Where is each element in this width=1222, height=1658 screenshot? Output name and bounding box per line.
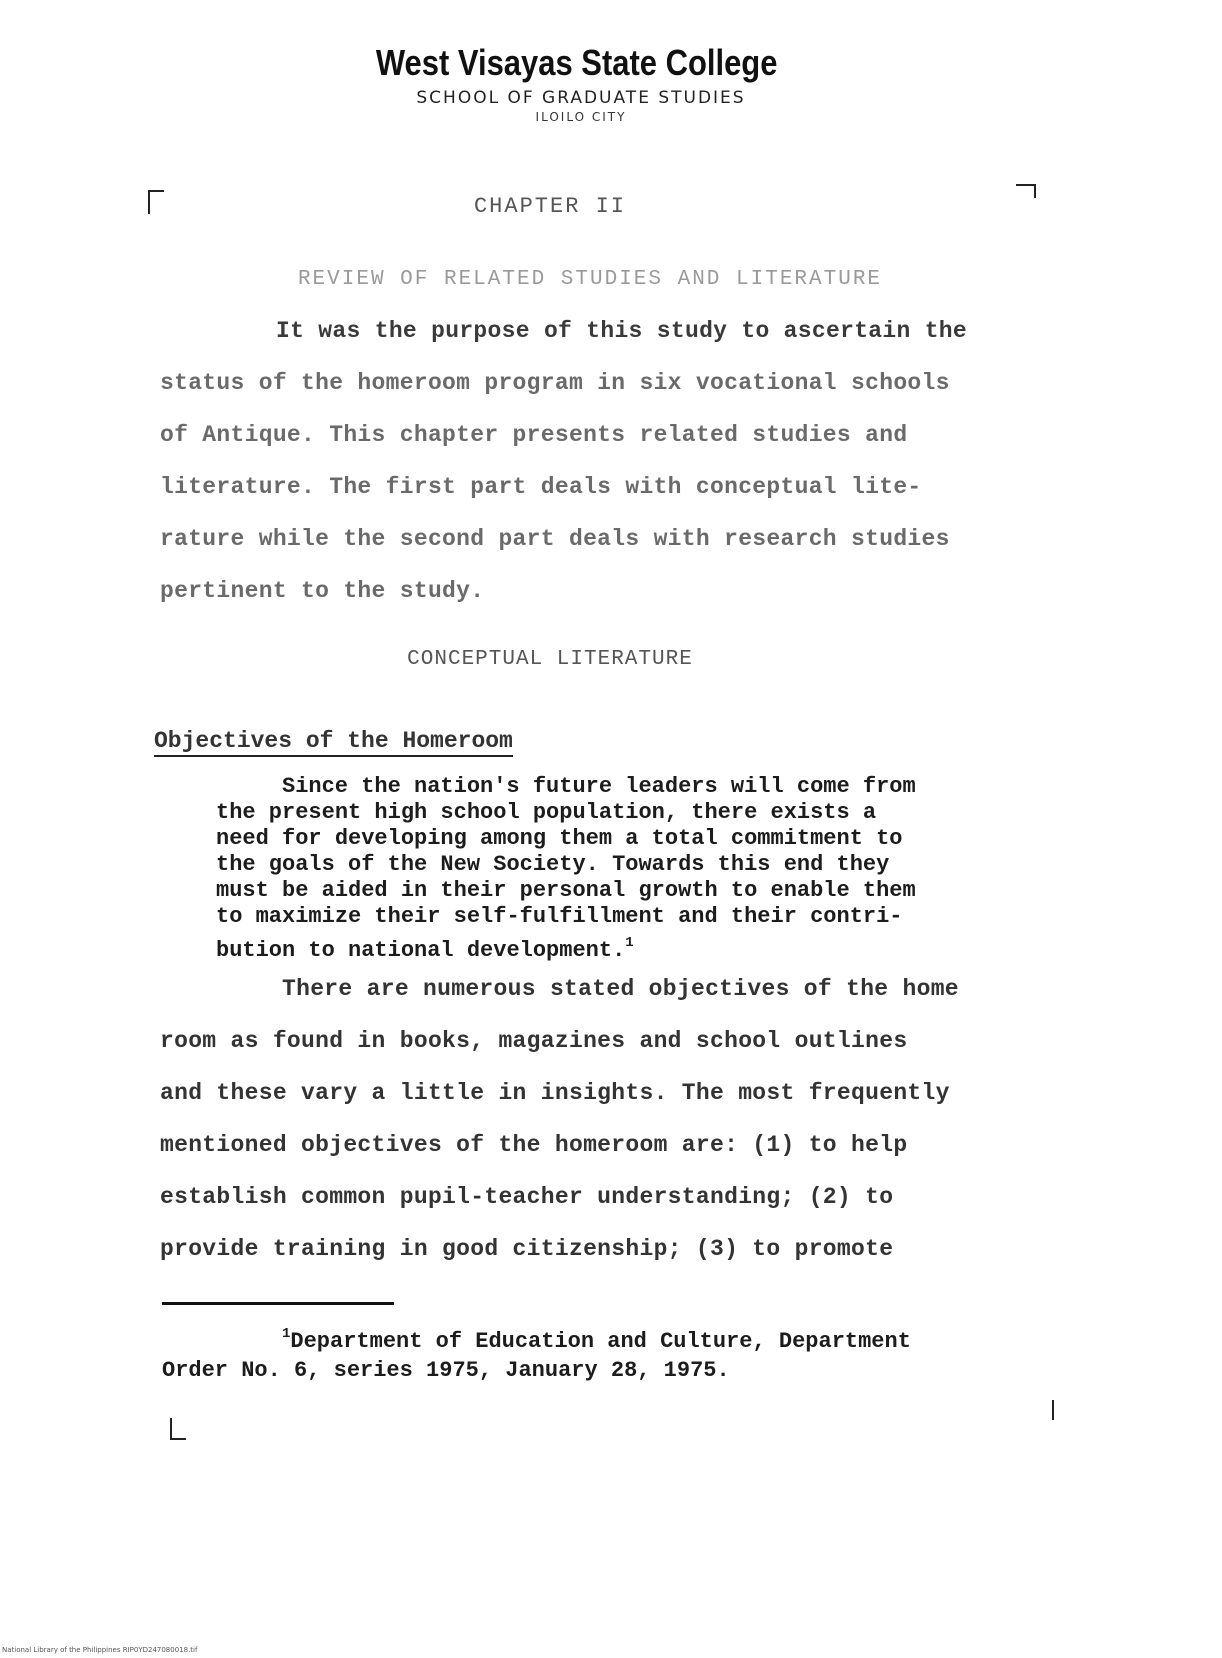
intro-line: pertinent to the study. xyxy=(160,578,485,604)
body-line: There are numerous stated objectives of the home xyxy=(282,976,959,1002)
body-line: provide training in good citizenship; (3) to promote xyxy=(160,1236,894,1262)
scan-footer: National Library of the Philippines RIP0YD247080018.tif xyxy=(2,1646,198,1654)
body-line: and these vary a little in insights. The most frequently xyxy=(160,1080,950,1106)
footnote-text: Department of Education and Culture, Department xyxy=(290,1329,911,1354)
chapter-heading: CHAPTER II xyxy=(473,194,627,219)
footnote-mark: 1 xyxy=(282,1326,291,1342)
footnote-line xyxy=(282,1326,1182,1354)
section-title: REVIEW OF RELATED STUDIES AND LITERATURE xyxy=(297,268,883,291)
conceptual-literature-heading: CONCEPTUAL LITERATURE xyxy=(407,648,693,671)
quote-line-last xyxy=(216,930,1056,964)
body-line: establish common pupil-teacher understanding; (2) to xyxy=(160,1184,894,1210)
college-name: West Visayas State College xyxy=(375,42,778,83)
footnote-line: Order No. 6, series 1975, January 28, 1975. xyxy=(162,1358,730,1383)
quote-line-text: bution to national development. xyxy=(216,938,626,963)
quote-line: the goals of the New Society. Towards this end they xyxy=(216,852,890,877)
footnote-divider xyxy=(162,1302,394,1305)
quote-line: the present high school population, there exists a xyxy=(216,800,877,825)
quote-line: need for developing among them a total commitment to xyxy=(216,826,903,851)
body-line: room as found in books, magazines and school outlines xyxy=(160,1028,908,1054)
school-name: SCHOOL OF GRADUATE STUDIES xyxy=(416,88,746,108)
quote-line: to maximize their self-fulfillment and their contri- xyxy=(216,904,903,929)
quote-line: Since the nation's future leaders will come from xyxy=(282,774,916,799)
intro-line: rature while the second part deals with research studies xyxy=(160,526,950,552)
intro-line: It was the purpose of this study to ascertain the xyxy=(276,318,968,344)
intro-line: of Antique. This chapter presents related studies and xyxy=(160,422,908,448)
crop-mark-bottom-left xyxy=(170,1418,186,1440)
intro-line: status of the homeroom program in six vocational schools xyxy=(160,370,950,396)
city-name: ILOILO CITY xyxy=(535,110,627,124)
intro-line: literature. The first part deals with conceptual lite- xyxy=(160,474,922,500)
crop-mark-bottom-right xyxy=(1052,1400,1054,1420)
footnote-reference: 1 xyxy=(625,935,634,951)
quote-line: must be aided in their personal growth to enable them xyxy=(216,878,916,903)
body-line: mentioned objectives of the homeroom are: (1) to help xyxy=(160,1132,908,1158)
objectives-subheading: Objectives of the Homeroom xyxy=(154,728,513,757)
